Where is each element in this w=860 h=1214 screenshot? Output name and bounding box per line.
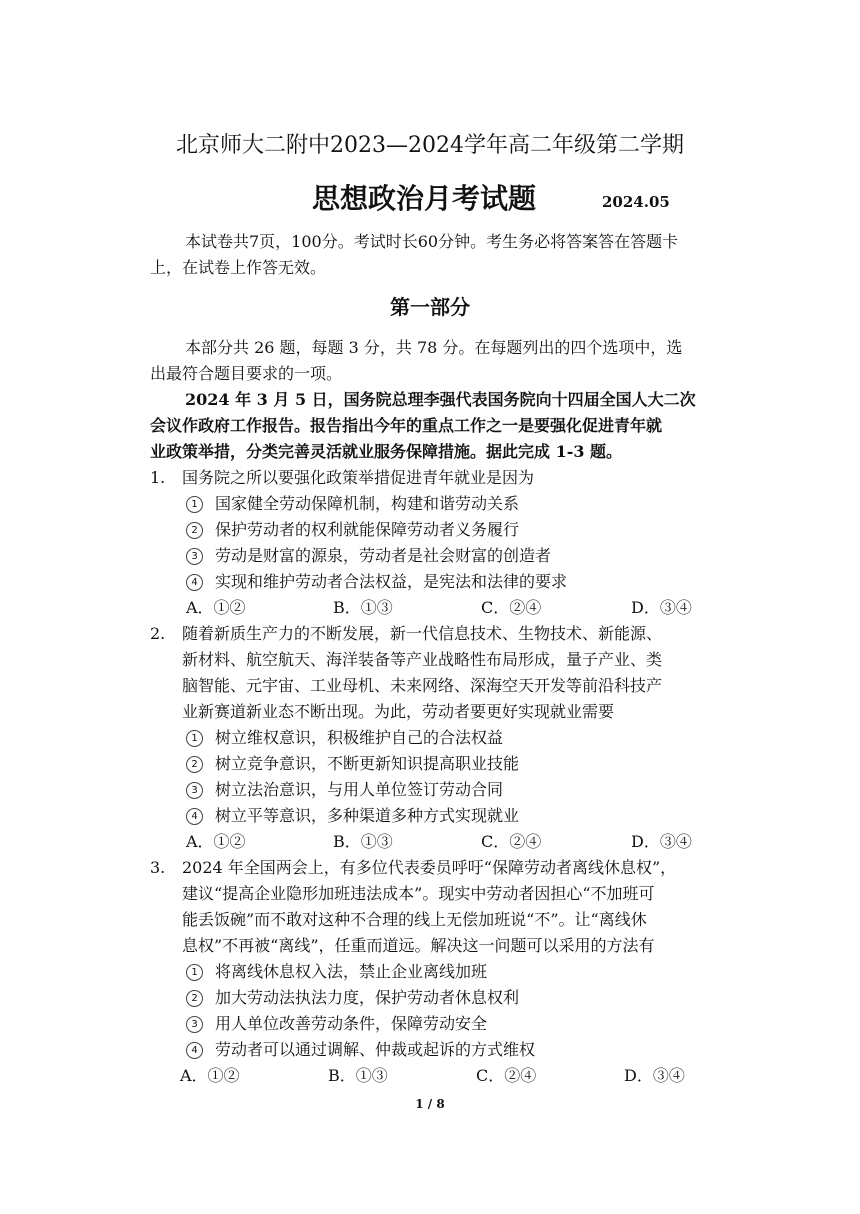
question-stem-line: 脑智能、元宇宙、工业母机、未来网络、深海空天开发等前沿科技产 [182,676,663,695]
option-item [186,777,503,803]
question-stem-line: 息权”不再被“离线”，任重而道远。解决这一问题可以采用的方法有 [182,936,655,955]
answer-choice-d: D．③④ [631,832,692,851]
answer-choice-d: D．③④ [624,1066,685,1085]
option-item [186,491,519,517]
option-text: 保护劳动者的权利就能保障劳动者义务履行 [215,520,520,539]
option-text: 劳动是财富的源泉，劳动者是社会财富的创造者 [215,546,552,565]
option-item [186,985,519,1011]
question-number: 2. [150,624,166,643]
answer-choice-d: D．③④ [631,598,692,617]
option-item [186,803,519,829]
option-item [186,725,503,751]
circled-number-icon: 4 [186,1042,203,1059]
context-line-2: 会议作政府工作报告。报告指出今年的重点工作之一是要强化促进青年就 [150,416,663,435]
answer-choice-c: C．②④ [481,832,542,851]
answer-choice-b: B．①③ [333,832,393,851]
answer-choice-c: C．②④ [476,1066,537,1085]
answer-choice-b: B．①③ [333,598,393,617]
question-stem-line: 随着新质生产力的不断发展，新一代信息技术、生物技术、新能源、 [182,624,663,643]
circled-number-icon: 4 [186,574,203,591]
option-text: 实现和维护劳动者合法权益，是宪法和法律的要求 [215,572,568,591]
section-instruction-line-1: 本部分共 26 题，每题 3 分，共 78 分。在每题列出的四个选项中，选 [185,338,683,357]
answer-choice-c: C．②④ [481,598,542,617]
option-item [186,1011,487,1037]
circled-number-icon: 1 [186,496,203,513]
intro-line-1: 本试卷共7页，100分。考试时长60分钟。考生务必将答案答在答题卡 [185,232,679,251]
circled-number-icon: 1 [186,730,203,747]
option-text: 国家健全劳动保障机制，构建和谐劳动关系 [215,494,520,513]
option-item [186,959,487,985]
option-text: 劳动者可以通过调解、仲裁或起诉的方式维权 [215,1040,536,1059]
circled-number-icon: 4 [186,808,203,825]
intro-line-2: 上，在试卷上作答无效。 [150,258,327,277]
circled-number-icon: 2 [186,522,203,539]
exam-date: 2024.05 [602,193,670,211]
option-text: 树立竞争意识，不断更新知识提高职业技能 [215,754,520,773]
option-text: 树立平等意识，多种渠道多种方式实现就业 [215,806,520,825]
page-number: 1 / 8 [415,1097,445,1111]
context-line-3: 业政策举措，分类完善灵活就业服务保障措施。据此完成 1-3 题。 [150,442,623,461]
circled-number-icon: 3 [186,782,203,799]
answer-choice-a: A．①② [180,1066,240,1085]
section-title: 第一部分 [390,295,470,319]
question-stem-line: 能丢饭碗”而不敢对这种不合理的线上无偿加班说“不”。让“离线休 [182,910,647,929]
option-text: 树立维权意识，积极维护自己的合法权益 [215,728,504,747]
option-text: 用人单位改善劳动条件，保障劳动安全 [215,1014,488,1033]
circled-number-icon: 1 [186,964,203,981]
question-stem-line: 国务院之所以要强化政策举措促进青年就业是因为 [182,468,535,487]
circled-number-icon: 2 [186,756,203,773]
option-item [186,543,551,569]
school-line: 北京师大二附中2023—2024学年高二年级第二学期 [176,133,684,158]
answer-choice-a: A．①② [186,598,246,617]
option-item [186,751,519,777]
option-item [186,569,567,595]
question-stem-line: 建议“提高企业隐形加班违法成本”。现实中劳动者因担心“不加班可 [182,884,655,903]
context-line-1: 2024 年 3 月 5 日，国务院总理李强代表国务院向十四届全国人大二次 [185,390,696,409]
answer-choice-a: A．①② [186,832,246,851]
circled-number-icon: 3 [186,548,203,565]
option-item [186,1037,535,1063]
question-number: 1. [150,468,166,487]
question-stem-line: 业新赛道新业态不断出现。为此，劳动者要更好实现就业需要 [182,702,615,721]
circled-number-icon: 2 [186,990,203,1007]
answer-choice-b: B．①③ [328,1066,388,1085]
question-number: 3. [150,858,166,877]
option-text: 加大劳动法执法力度，保护劳动者休息权利 [215,988,520,1007]
option-text: 将离线休息权入法，禁止企业离线加班 [215,962,488,981]
circled-number-icon: 3 [186,1016,203,1033]
exam-title: 思想政治月考试题 [312,182,537,215]
question-stem-line: 2024 年全国两会上，有多位代表委员呼吁“保障劳动者离线休息权”， [182,858,677,877]
option-text: 树立法治意识，与用人单位签订劳动合同 [215,780,504,799]
question-stem-line: 新材料、航空航天、海洋装备等产业战略性布局形成，量子产业、类 [182,650,663,669]
option-item [186,517,519,543]
section-instruction-line-2: 出最符合题目要求的一项。 [150,364,343,383]
